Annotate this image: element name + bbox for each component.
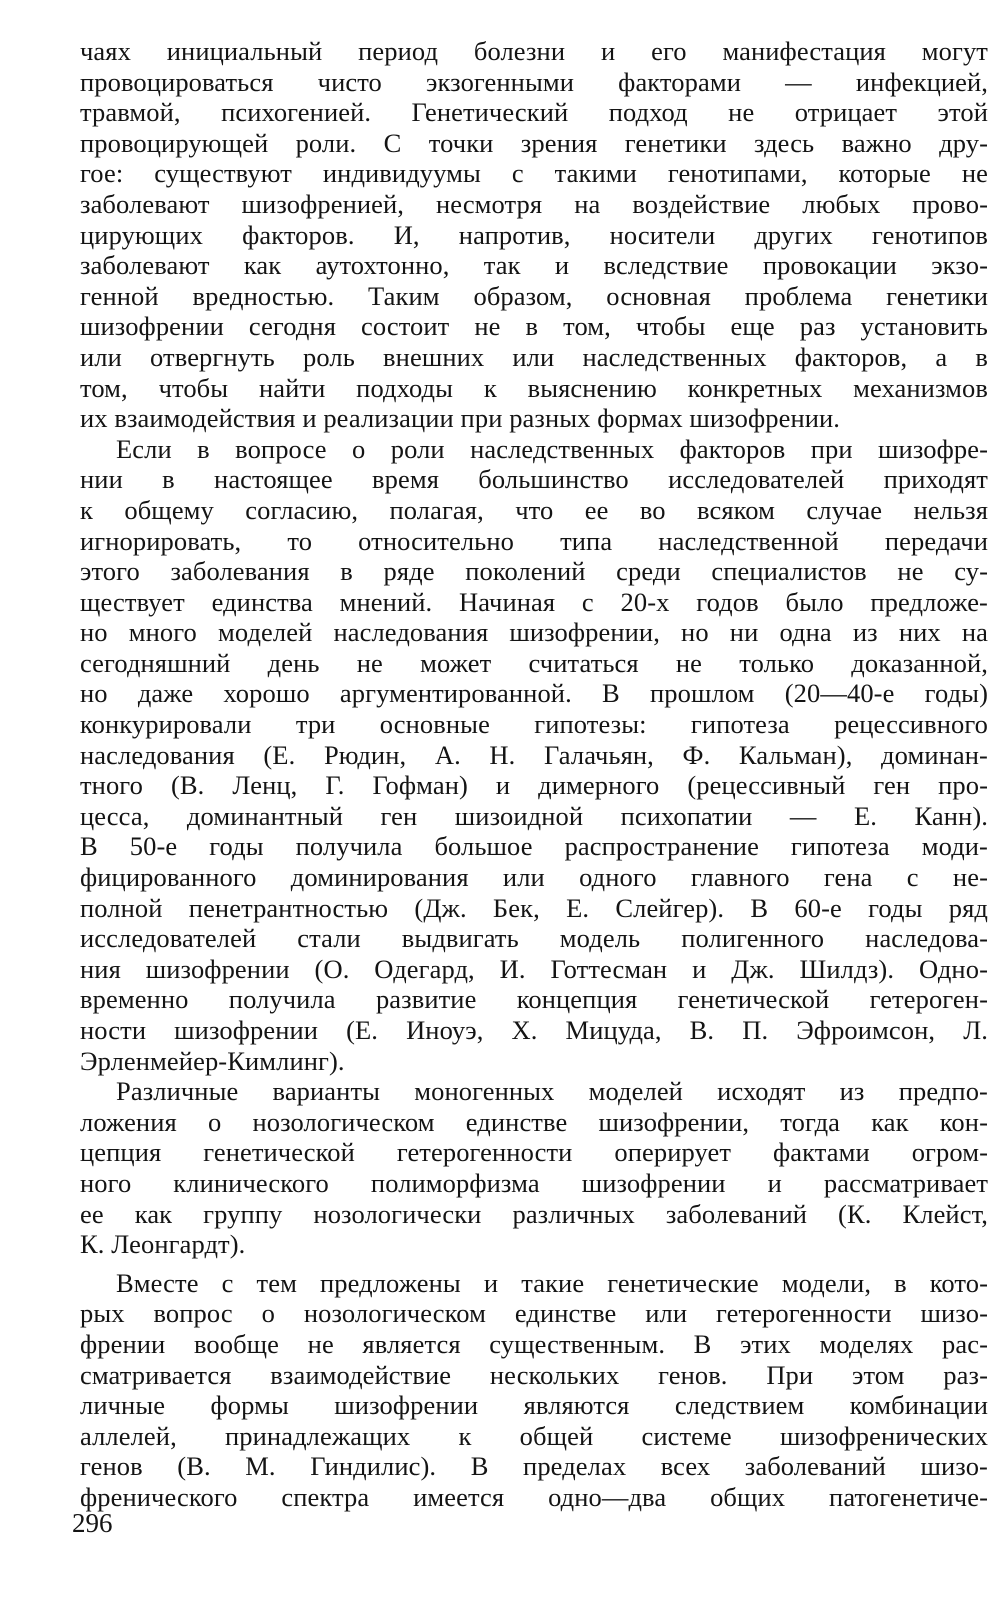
text-line: френии вообще не является существенным. В этих моделях рас- (80, 1328, 988, 1359)
text-line: ного клинического полиморфизма шизофрении и рассматривает (80, 1167, 988, 1198)
paragraph-2 (80, 434, 988, 1076)
text-line: Эрленмейер-Кимлинг). (80, 1045, 345, 1076)
text-line: этого заболевания в ряде поколений среди специалистов не су- (80, 556, 988, 587)
text-line: цепция генетической гетерогенности оперирует фактами огром- (80, 1137, 988, 1168)
text-line: личные формы шизофрении являются следствием комбинации (80, 1390, 988, 1421)
text-line: Если в вопросе о роли наследственных факторов при шизофре- (116, 433, 988, 464)
text-line: ложения о нозологическом единстве шизофрении, тогда как кон- (80, 1106, 988, 1137)
text-line: К. Леонгардт). (80, 1229, 246, 1260)
text-line: заболевают шизофренией, несмотря на воздействие любых прово- (80, 188, 988, 219)
text-line: игнорировать, то относительно типа наследственной передачи (80, 525, 988, 556)
text-line: цесса, доминантный ген шизоидной психопатии — Е. Канн). (80, 800, 988, 831)
text-line: сегодняшний день не может считаться не только доказанной, (80, 647, 988, 678)
text-line: заболевают как аутохтонно, так и вследствие провокации экзо- (80, 250, 988, 281)
text-line: провоцироваться чисто экзогенными факторами — инфекцией, (80, 66, 988, 97)
text-line: рых вопрос о нозологическом единстве или гетерогенности шизо- (80, 1298, 988, 1329)
text-line: конкурировали три основные гипотезы: гипотеза рецессивного (80, 709, 988, 740)
text-line: но даже хорошо аргументированной. В прошлом (20—40-е годы) (80, 678, 988, 709)
text-line: аллелей, принадлежащих к общей системе шизофренических (80, 1420, 988, 1451)
text-line: исследователей стали выдвигать модель полигенного наследова- (80, 923, 988, 954)
text-line: том, чтобы найти подходы к выяснению конкретных механизмов (80, 372, 988, 403)
paragraph-gap (80, 1260, 988, 1268)
page-body (80, 36, 988, 1576)
text-line: Вместе с тем предложены и такие генетические модели, в кото- (116, 1267, 988, 1298)
text-line: генов (В. М. Гиндилис). В пределах всех заболеваний шизо- (80, 1451, 988, 1482)
text-line: генной вредностью. Таким образом, основная проблема генетики (80, 280, 988, 311)
paragraph-3 (80, 1076, 988, 1260)
text-line: полной пенетрантностью (Дж. Бек, Е. Слейгер). В 60-е годы ряд (80, 892, 988, 923)
text-line: френического спектра имеется одно—два общих патогенетиче- (80, 1481, 988, 1512)
text-line: В 50-е годы получила большое распространение гипотеза моди- (80, 831, 988, 862)
text-line: провоцирующей роли. С точки зрения генетики здесь важно дру- (80, 127, 988, 158)
text-line: фицированного доминирования или одного главного гена с не- (80, 862, 988, 893)
text-line: но много моделей наследования шизофрении, но ни одна из них на (80, 617, 988, 648)
text-line: нии в настоящее время большинство исследователей приходят (80, 464, 988, 495)
text-line: к общему согласию, полагая, что ее во всяком случае нельзя (80, 494, 988, 525)
page-number: 296 (72, 1508, 113, 1538)
text-line: или отвергнуть роль внешних или наследственных факторов, а в (80, 341, 988, 372)
text-line: тного (В. Ленц, Г. Гофман) и димерного (рецессивный ген про- (80, 770, 988, 801)
text-line: ния шизофрении (О. Одегард, И. Готтесман и Дж. Шилдз). Одно- (80, 953, 988, 984)
text-line: наследования (Е. Рюдин, А. Н. Галачьян, Ф. Кальман), доминан- (80, 739, 988, 770)
text-line: ществует единства мнений. Начиная с 20-х годов было предложе- (80, 586, 988, 617)
text-line: временно получила развитие концепция генетической гетероген- (80, 984, 988, 1015)
text-line: шизофрении сегодня состоит не в том, чтобы еще раз установить (80, 311, 988, 342)
text-line: ности шизофрении (Е. Иноуэ, Х. Мицуда, В. П. Эфроимсон, Л. (80, 1015, 988, 1045)
text-line: их взаимодействия и реализации при разных формах шизофрении. (80, 403, 841, 434)
text-line: цирующих факторов. И, напротив, носители других генотипов (80, 219, 988, 250)
text-line: чаях инициальный период болезни и его манифестация могут (80, 36, 988, 66)
paragraph-4 (80, 1268, 988, 1513)
text-line: гое: существуют индивидуумы с такими генотипами, которые не (80, 158, 988, 189)
text-line: травмой, психогенией. Генетический подход не отрицает этой (80, 97, 988, 128)
text-line: ее как группу нозологически различных заболеваний (К. Клейст, (80, 1198, 988, 1229)
paragraph-1 (80, 36, 988, 434)
text-line: Различные варианты моногенных моделей исходят из предпо- (116, 1076, 988, 1107)
text-line: сматривается взаимодействие нескольких генов. При этом раз- (80, 1359, 988, 1390)
